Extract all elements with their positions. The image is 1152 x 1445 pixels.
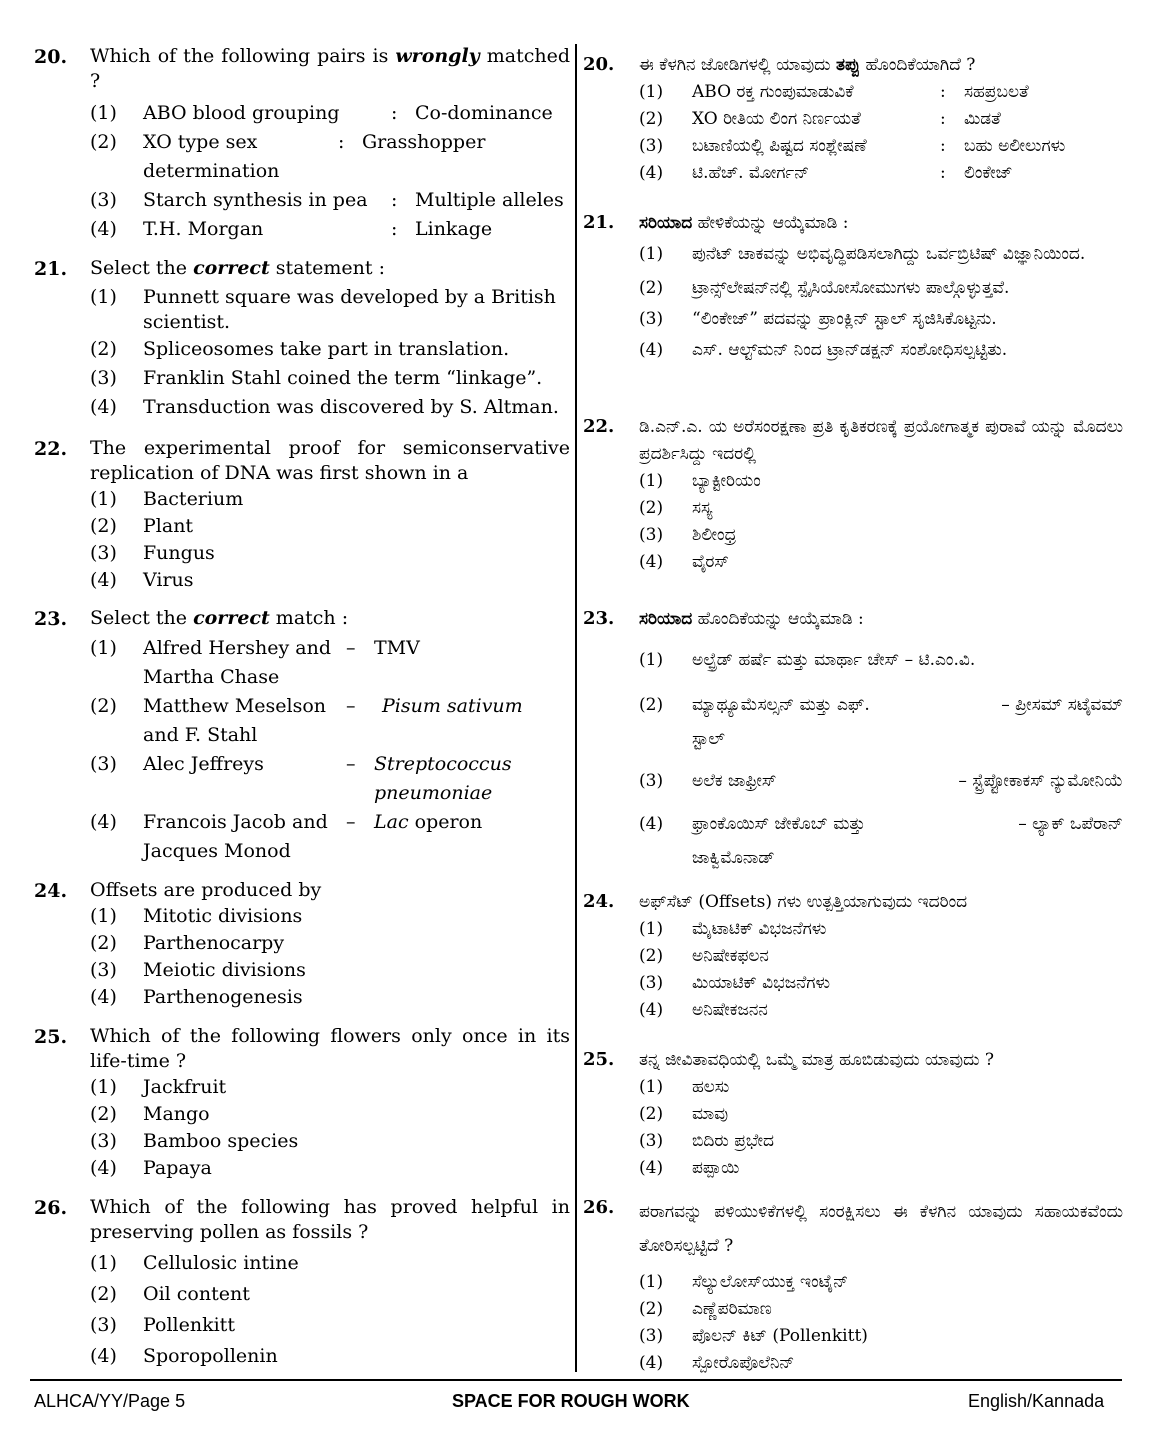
question-23-kn xyxy=(583,606,1123,875)
question-text: ಸರಿಯಾದ ಹೇಳಿಕೆಯನ್ನು ಆಯ್ಕೆಮಾಡಿ : xyxy=(639,213,849,233)
option: (2) ಮ್ಯಾಥ್ಯೂಮೆಸಲ್ಸನ್ ಮತ್ತು ಎಫ್. ಸ್ಟಾಲ್ – ಪ್ರೀಸಮ್ ಸಟೈವಮ್ xyxy=(639,695,1123,749)
option: (4) Papaya xyxy=(90,1157,212,1179)
question-25-kn xyxy=(583,1047,1123,1182)
option: (3) Fungus xyxy=(90,542,215,564)
question-number: 25. xyxy=(34,1026,68,1048)
option: (1) ಪುನೆಟ್ ಚಾಕವನ್ನು ಅಭಿವೃದ್ಧಿಪಡಿಸಲಾಗಿದ್ದು ಒರ್ವಬ್ರಿಟಿಷ್ ವಿಜ್ಞಾನಿಯಿಂದ. xyxy=(639,244,1086,264)
language-label: English/Kannada xyxy=(968,1391,1105,1411)
option: (4) Francois Jacob and Jacques Monod – Lac operon xyxy=(90,811,483,862)
option: (2) ಮಾವು xyxy=(639,1104,729,1124)
question-number: 26. xyxy=(34,1197,68,1219)
option: (1) Alfred Hershey and Martha Chase – TMV xyxy=(90,637,420,688)
question-number: 26. xyxy=(583,1197,615,1218)
option: (4) ಟಿ.ಹೆಚ್. ಮೋರ್ಗನ್ : ಲಿಂಕೇಜ್ xyxy=(639,163,1013,183)
question-text: Select the correct statement : xyxy=(90,257,385,279)
option: (1) ಬ್ಯಾಕ್ಟೀರಿಯಂ xyxy=(639,471,761,491)
question-26-en xyxy=(34,1195,570,1372)
option: (4) ಅನಿಷೇಕಜನನ xyxy=(639,1000,768,1020)
question-24-kn xyxy=(583,889,1123,1024)
question-number: 24. xyxy=(34,880,68,902)
question-text: ಡಿ.ಎನ್.ಎ. ಯ ಅರೆಸಂರಕ್ಷಣಾ ಪ್ರತಿ ಕೃತಿಕರಣಕ್ಕೆ ಪ್ರಯೋಗಾತ್ಮಕ ಪುರಾವೆ ಯನ್ನು ಮೊದಲು ಪ್ರದರ್ಶಿಸಿದ್ದು ಇದರಲ್ಲಿ xyxy=(639,417,1123,464)
question-number: 25. xyxy=(583,1049,615,1070)
option: (4) ಸ್ಪೋರೊಪೊಲೆನಿನ್ xyxy=(639,1353,795,1373)
option: (3) Alec Jeffreys – Streptococcus pneumoniae xyxy=(90,753,512,804)
question-text: Which of the following has proved helpful in preserving pollen as fossils ? xyxy=(90,1196,570,1243)
option: (1) ABO blood grouping : Co-dominance xyxy=(90,102,553,124)
option: (2) XO type sex determination : Grasshopper xyxy=(90,131,486,182)
option: (3) Meiotic divisions xyxy=(90,959,306,981)
option: (1) Bacterium xyxy=(90,488,244,510)
question-22-kn xyxy=(583,414,1123,576)
question-text: ತನ್ನ ಜೀವಿತಾವಧಿಯಲ್ಲಿ ಒಮ್ಮೆ ಮಾತ್ರ ಹೂಬಿಡುವುದು ಯಾವುದು ? xyxy=(639,1050,994,1070)
option: (2) Mango xyxy=(90,1103,210,1125)
option: (4) Transduction was discovered by S. Altman. xyxy=(90,396,559,418)
option: (2) ಟ್ರಾನ್ಸ್‌ಲೇಷನ್‌ನಲ್ಲಿ ಸ್ಪೈಸಿಯೋಸೋಮುಗಳು ಪಾಲ್ಗೊಳ್ಳುತ್ತವೆ. xyxy=(639,278,1010,298)
option: (1) ಸೆಲ್ಯುಲೋಸ್‌ಯುಕ್ತ ಇಂಟೈನ್ xyxy=(639,1272,849,1292)
question-number: 21. xyxy=(583,212,615,233)
question-23-en xyxy=(34,606,570,866)
option: (3) ಬಿದಿರು ಪ್ರಭೇದ xyxy=(639,1131,775,1151)
option: (1) Cellulosic intine xyxy=(90,1252,299,1274)
question-text: ಈ ಕೆಳಗಿನ ಜೋಡಿಗಳಲ್ಲಿ ಯಾವುದು ತಪ್ಪು ಹೊಂದಿಕೆಯಾಗಿದೆ ? xyxy=(639,55,976,75)
question-20-en xyxy=(34,44,570,244)
question-21-kn xyxy=(583,210,1123,366)
option: (4) T.H. Morgan : Linkage xyxy=(90,218,493,240)
question-text: Which of the following flowers only once in its life-time ? xyxy=(90,1025,570,1072)
question-text: The experimental proof for semiconservative replication of DNA was first shown in a xyxy=(90,437,570,484)
option: (4) ಪಪ್ಪಾಯಿ xyxy=(639,1158,740,1178)
question-text: Which of the following pairs is wrongly matched ? xyxy=(90,45,570,92)
option: (4) ಫ್ರಾಂಕೊಯಿಸ್ ಜೇಕೊಬ್ ಮತ್ತು ಜಾಕ್ವಿಮೊನಾಡ್ – ಲ್ಯಾಕ್ ಒಪೆರಾನ್ xyxy=(639,814,1123,868)
option: (2) Matthew Meselson and F. Stahl – Pisum sativum xyxy=(90,695,523,746)
footer-rule xyxy=(30,1379,1122,1381)
question-number: 21. xyxy=(34,258,68,280)
column-divider xyxy=(575,44,577,1372)
option: (3) ಮಿಯಾಟಿಕ್ ವಿಭಜನೆಗಳು xyxy=(639,973,831,993)
question-22-en xyxy=(34,436,570,594)
option: (1) Punnett square was developed by a British scientist. xyxy=(90,286,556,333)
question-25-en xyxy=(34,1024,570,1182)
question-text: Select the correct match : xyxy=(90,607,349,629)
option: (1) ABO ರಕ್ತ ಗುಂಪುಮಾಡುವಿಕೆ : ಸಹಪ್ರಬಲತೆ xyxy=(639,82,1029,102)
option: (2) Oil content xyxy=(90,1283,250,1305)
option: (3) Franklin Stahl coined the term “linkage”. xyxy=(90,367,543,389)
option: (2) Parthenocarpy xyxy=(90,932,285,954)
option: (1) Mitotic divisions xyxy=(90,905,303,927)
option: (4) Parthenogenesis xyxy=(90,986,303,1008)
option: (1) Jackfruit xyxy=(90,1076,227,1098)
option: (4) ವೈರಸ್ xyxy=(639,552,729,572)
option: (1) ಹಲಸು xyxy=(639,1077,730,1097)
option: (2) XO ರೀತಿಯ ಲಿಂಗ ನಿರ್ಣಯತೆ : ಮಿಡತೆ xyxy=(639,109,1001,129)
page-code: ALHCA/YY/Page 5 xyxy=(34,1391,186,1411)
question-21-en xyxy=(34,256,570,422)
question-number: 20. xyxy=(583,54,615,75)
option: (3) Starch synthesis in pea : Multiple alleles xyxy=(90,189,564,211)
question-26-kn xyxy=(583,1195,1123,1377)
option: (4) Sporopollenin xyxy=(90,1345,278,1367)
question-text: ಪರಾಗವನ್ನು ಪಳಿಯುಳಿಕೆಗಳಲ್ಲಿ ಸಂರಕ್ಷಿಸಲು ಈ ಕೆಳಗಿನ ಯಾವುದು ಸಹಾಯಕವೆಂದು ತೋರಿಸಲ್ಪಟ್ಟಿದೆ ? xyxy=(639,1202,1123,1256)
question-24-en xyxy=(34,878,570,1011)
option: (3) ಪೊಲನ್ ಕಿಟ್ (Pollenkitt) xyxy=(639,1326,868,1346)
question-text: ಸರಿಯಾದ ಹೊಂದಿಕೆಯನ್ನು ಆಯ್ಕೆಮಾಡಿ : xyxy=(639,609,864,629)
option: (3) ಬಟಾಣಿಯಲ್ಲಿ ಪಿಷ್ಟದ ಸಂಶ್ಲೇಷಣೆ : ಬಹು ಅಲೀಲುಗಳು xyxy=(639,136,1066,156)
question-number: 22. xyxy=(583,416,615,437)
option: (1) ಅಲ್ಫ್ರೆಡ್ ಹರ್ಷೆ ಮತ್ತು ಮಾರ್ಥಾ ಚೇಸ್ – ಟಿ.ಎಂ.ವಿ. xyxy=(639,650,976,670)
option: (2) ಸಸ್ಯ xyxy=(639,498,713,518)
question-text: ಅಫ್‌ಸೆಟ್ (Offsets) ಗಳು ಉತ್ಪತ್ತಿಯಾಗುವುದು ಇದರಿಂದ xyxy=(639,892,968,912)
question-text: Offsets are produced by xyxy=(90,879,322,901)
question-number: 23. xyxy=(34,608,68,630)
question-20-kn xyxy=(583,52,1123,187)
option: (4) ಎಸ್. ಆಲ್ಟ್‌ಮನ್ ನಿಂದ ಟ್ರಾನ್‌ಡಕ್ಷನ್ ಸಂಶೋಧಿಸಲ್ಪಟ್ಟಿತು. xyxy=(639,340,1008,360)
question-number: 24. xyxy=(583,891,615,912)
question-number: 20. xyxy=(34,46,68,68)
option: (2) ಎಣ್ಣೆಪರಿಮಾಣ xyxy=(639,1299,772,1319)
option: (3) Pollenkitt xyxy=(90,1314,235,1336)
option: (3) Bamboo species xyxy=(90,1130,299,1152)
option: (2) ಅನಿಷೇಕಫಲನ xyxy=(639,946,769,966)
option: (3) “ಲಿಂಕೇಜ್” ಪದವನ್ನು ಪ್ರಾಂಕ್ಲಿನ್ ಸ್ಟಾಲ್ ಸೃಜಿಸಿಕೊಟ್ಟನು. xyxy=(639,309,997,329)
option: (3) ಶಿಲೀಂಧ್ರ xyxy=(639,525,737,545)
rough-work-label: SPACE FOR ROUGH WORK xyxy=(452,1391,690,1411)
question-number: 23. xyxy=(583,608,615,629)
question-number: 22. xyxy=(34,438,68,460)
option: (2) Spliceosomes take part in translation. xyxy=(90,338,510,360)
option: (2) Plant xyxy=(90,515,194,537)
option: (1) ಮೈಟಾಟಿಕ್ ವಿಭಜನೆಗಳು xyxy=(639,919,827,939)
option: (3) ಅಲೆಕ ಜಾಫ್ರೀಸ್ – ಸ್ಟ್ರೆಪ್ಟೋಕಾಕಸ್ ನ್ಯುಮೋನಿಯೆ xyxy=(639,771,1123,791)
option: (4) Virus xyxy=(90,569,194,591)
